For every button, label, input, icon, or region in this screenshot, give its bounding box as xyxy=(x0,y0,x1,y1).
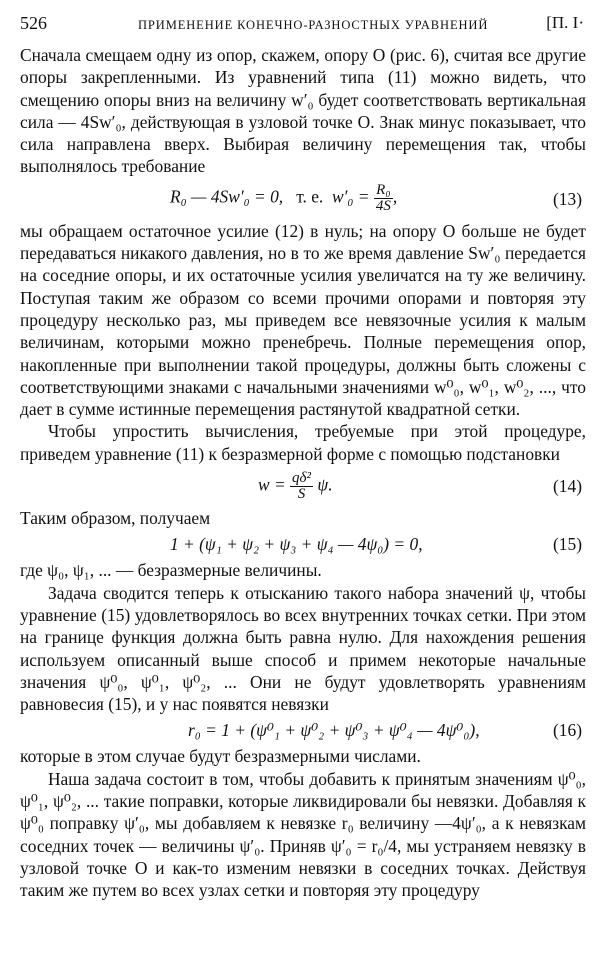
eq14-numerator: qδ² xyxy=(292,469,312,486)
equation-13-body xyxy=(170,183,397,214)
eq15-body: 1 + (ψ₁ + ψ₂ + ψ₃ + ψ₄ — 4ψ₀) = 0, xyxy=(170,534,423,555)
section-marker: [П. I· xyxy=(546,13,584,32)
eq13-tail: , xyxy=(392,186,398,207)
eq16-body: r₀ = 1 + (ψ⁰₁ + ψ⁰₂ + ψ⁰₃ + ψ⁰₄ — 4ψ⁰₀), xyxy=(188,720,480,741)
equation-14-body xyxy=(258,471,333,502)
eq14-number: (14) xyxy=(553,475,582,496)
paragraph-7: которые в этом случае будут безразмерными числами. xyxy=(20,746,421,767)
paragraph-8: Наша задача состоит в том, чтобы добавить к принятым значениям ψ⁰₀, ψ⁰₁, ψ⁰₂, ... такие поправки, которые ликвидировали бы невязки. Добавляя к ψ⁰₀ поправку ψ′₀, мы добавляем к невязке r₀ величину —4ψ′₀, а к невязкам соседних точек — величины ψ′₀. Приняв ψ′₀ = r₀/4, мы устраняем невязку в узловой точке O и как-то изменим невязки в соседних точках. Действуя таким же путем во всех узлах сетки и повторяя эту процедуру xyxy=(20,768,586,901)
eq13-number: (13) xyxy=(553,188,582,209)
eq16-number: (16) xyxy=(553,720,582,741)
eq13-middle: т. е. xyxy=(296,186,324,207)
paragraph-3: Чтобы упростить вычисления, требуемые при этой процедуре, приведем уравнение (11) к безразмерной форме с помощью подстановки xyxy=(20,421,586,464)
eq14-fraction xyxy=(290,471,313,502)
paragraph-5: где ψ₀, ψ₁, ... — безразмерные величины. xyxy=(20,560,322,581)
equation-13 xyxy=(20,178,586,220)
eq14-lhs: w = xyxy=(258,474,286,495)
paragraph-6: Задача сводится теперь к отысканию такого набора значений ψ, чтобы уравнение (15) удовлетворялось во всех внутренних точках сетки. При этом на границе функция должна быть равна нулю. Для нахождения решения используем описанный выше способ и примем некоторые начальные значения ψ⁰₀, ψ⁰₁, ψ⁰₂, ... Они не будут удовлетворять уравнениям равновесия (15), и у нас появятся невязки xyxy=(20,582,586,715)
running-title: ПРИМЕНЕНИЕ КОНЕЧНО-РАЗНОСТНЫХ УРАВНЕНИЙ xyxy=(138,18,489,32)
eq14-tail: ψ. xyxy=(317,474,333,495)
equation-15 xyxy=(20,529,586,559)
running-header xyxy=(20,12,586,38)
eq15-number: (15) xyxy=(553,534,582,555)
paragraph-1: Сначала смещаем одну из опор, скажем, опору O (рис. 6), считая все другие опоры закрепленными. Из уравнений типа (11) можно видеть, что смещению опоры вниз на величину w′₀ будет соответствовать вертикальная сила — 4Sw′₀, действующая в узловой точке O. Знак минус показывает, что сила направлена вверх. Выбирая величину перемещения так, чтобы выполнялось требование xyxy=(20,45,586,177)
eq13-left: R₀ — 4Sw′₀ = 0, xyxy=(170,186,284,207)
eq14-denominator: S xyxy=(297,485,306,502)
equation-14 xyxy=(20,465,586,507)
paragraph-2: мы обращаем остаточное усилие (12) в нуль; на опору O больше не будет передаваться никакого давления, но в то же время давление Sw′₀ передается на соседние опоры, и их остаточные усилия увеличатся на ту же величину. Поступая таким же образом со всеми прочими опорами и повторяя эту процедуру несколько раз, мы приведем все невязочные усилия к малым величинам, которыми можно пренебречь. Полные перемещения опор, накопленные при выполнении такой процедуры, должны быть сложены с соответствующими знаками с начальными значениями w⁰₀, w⁰₁, w⁰₂, ..., что дает в сумме истинные перемещения растянутой квадратной сетки. xyxy=(20,220,586,420)
eq13-denominator: 4S xyxy=(375,198,391,215)
eq13-numerator: R₀ xyxy=(374,183,393,199)
equation-16 xyxy=(20,715,586,745)
eq13-lhs: w′₀ = xyxy=(331,186,370,207)
eq13-fraction xyxy=(374,183,393,214)
paragraph-4: Таким образом, получаем xyxy=(20,508,211,529)
page-number: 526 xyxy=(20,13,47,33)
